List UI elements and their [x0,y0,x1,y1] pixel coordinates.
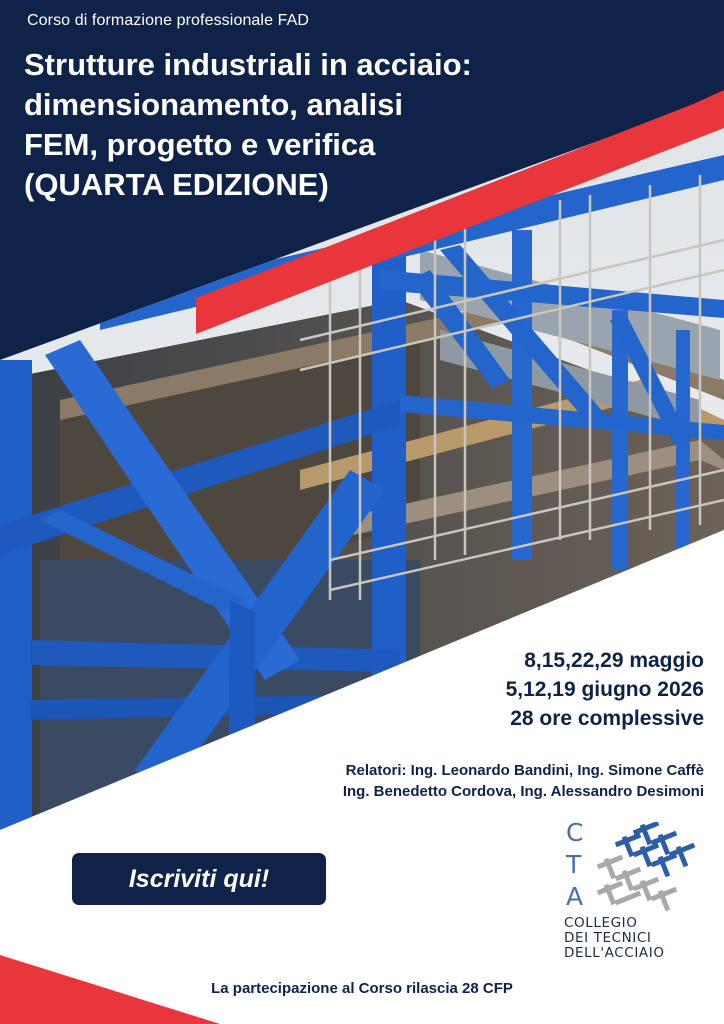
steel-beams-logo-icon [596,822,696,912]
speakers-line-1: Relatori: Ing. Leonardo Bandini, Ing. Simone Caffè [345,762,704,779]
dates-may: 8,15,22,29 maggio [524,649,704,672]
logo-text-line-1: COLLEGIO [564,915,638,931]
course-title-line-1: Strutture industriali in acciaio: [24,47,472,82]
total-hours: 28 ore complessive [510,707,704,730]
course-title-line-4: (QUARTA EDIZIONE) [24,167,329,202]
dates-june: 5,12,19 giugno 2026 [505,678,704,701]
logo-letter-t: T [566,850,582,879]
cta-logo [560,818,700,968]
logo-text [564,916,665,961]
course-title-line-2: dimensionamento, analisi [24,87,403,122]
course-title [24,45,624,205]
cfp-credits-note: La partecipazione al Corso rilascia 28 CFP [211,980,513,997]
logo-text-line-2: DEI TECNICI [564,930,652,946]
speakers-line-2: Ing. Benedetto Cordova, Ing. Alessandro Desimoni [342,783,704,800]
course-title-line-3: FEM, progetto e verifica [24,127,376,162]
logo-text-line-3: DELL'ACCIAIO [564,945,665,961]
logo-letter-a: A [566,882,584,911]
speakers-list [343,760,704,802]
course-type-label: Corso di formazione professionale FAD [27,12,310,29]
register-button[interactable]: Iscriviti qui! [72,853,326,905]
logo-letter-c: C [566,818,584,847]
course-schedule [506,646,704,733]
